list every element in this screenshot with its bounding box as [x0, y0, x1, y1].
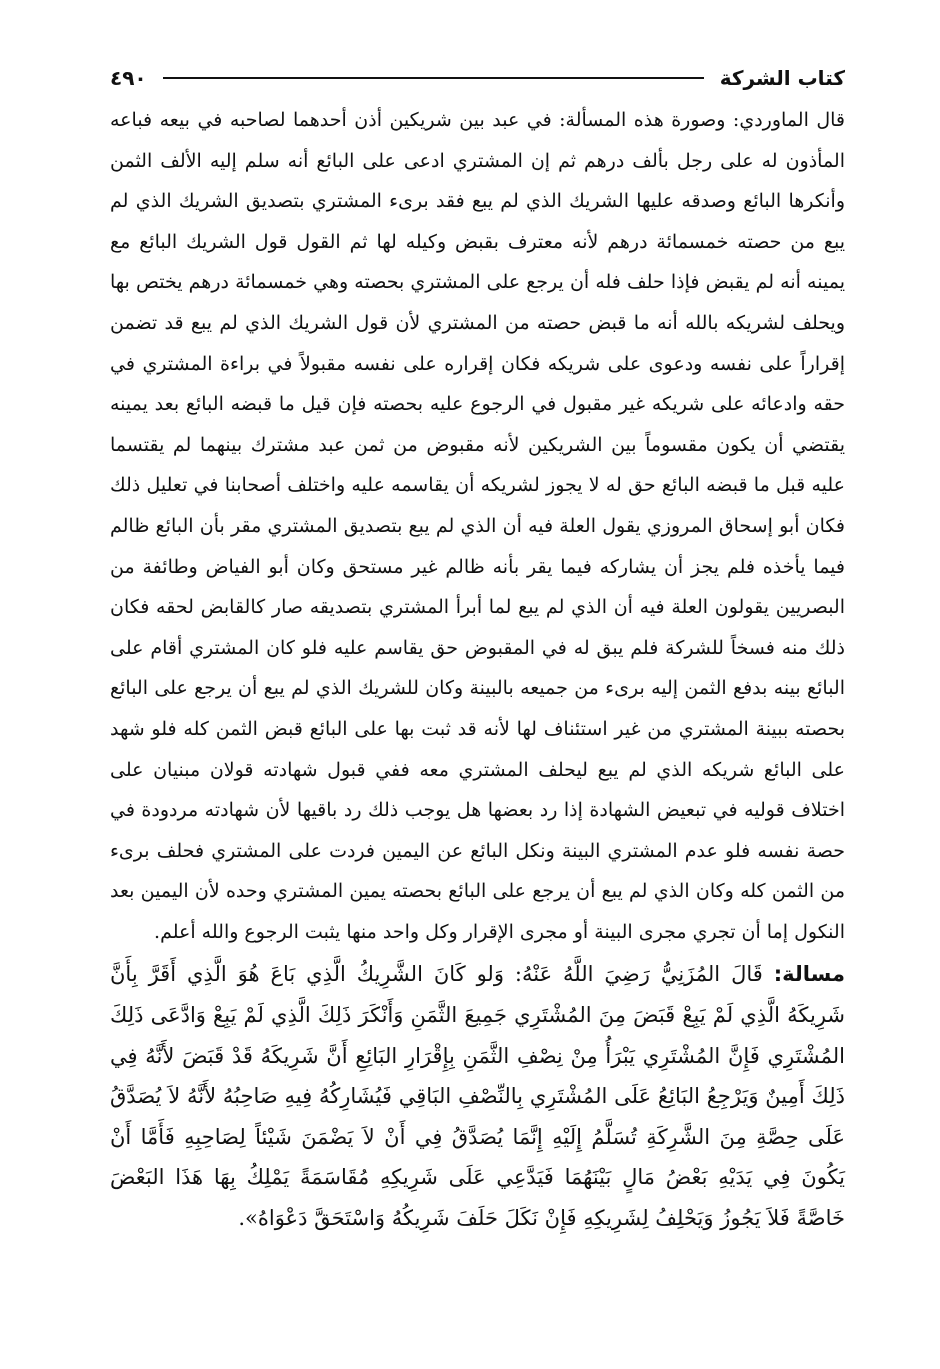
- commentary-paragraph: قال الماوردي: وصورة هذه المسألة: في عبد بين شريكين أذن أحدهما لصاحبه في بيعه فباعه المأذون له على رجل بألف درهم ثم إن المشتري ادعى على البائع أنه سلم إليه الألف الثمن وأنكرها البائع وصدقه عليها الشريك الذي لم يبع فقد برىء المشتري بتصديق الشريك الذي لم يبع من حصته خمسمائة درهم لأنه معترف بقبض وكيله لها ثم القول قول الشريك البائع مع يمينه أنه لم يقبض فإذا حلف فله أن يرجع على المشتري بحصته وهي خمسمائة درهم يختص بها ويحلف لشريكه بالله أنه ما قبض حصته من المشتري لأن قول الشريك الذي لم يبع قد تضمن إقراراً على نفسه ودعوى على شريكه فكان إقراره على نفسه مقبولاً في براءة المشتري في حقه وادعائه على شريكه غير مقبول في الرجوع عليه بحصته فإن قيل ما قبضه البائع بعد يمينه يقتضي أن يكون مقسوماً بين الشريكين لأنه مقبوض من ثمن عبد مشترك بينهما لم يقتسما عليه قبل ما قبضه البائع حق له لا يجوز لشريكه أن يقاسمه عليه واختلف أصحابنا في تعليل ذلك فكان أبو إسحاق المروزي يقول العلة فيه أن الذي لم يبع بتصديق المشتري مقر بأن البائع ظالم فيما يأخذه فلم يجز أن يشاركه فيما يقر بأنه ظالم غير مستحق وكان أبو الفياض وطائفة من البصريين يقولون العلة فيه أن الذي لم يبع لما أبرأ المشتري بتصديقه صار كالقابض لحقه فكان ذلك منه فسخاً للشركة فلم يبق له في المقبوض حق يقاسم عليه فلو كان المشتري أقام على البائع بينه بدفع الثمن إليه برىء من جميعه بالبينة وكان للشريك الذي لم يبع أن يرجع على البائع بحصته ببينة المشتري من غير استئناف لها لأنه قد ثبت بها على البائع قبض الثمن كله فلو شهد على البائع شريكه الذي لم يبع ليحلف المشتري معه ففي قبول شهادته قولان مبنيان على اختلاف قوليه في تبعيض الشهادة إذا رد بعضها هل يوجب ذلك رد باقيها لأن شهادته مردودة في حصة نفسه فلو عدم المشتري البينة ونكل البائع عن اليمين فردت على المشتري فحلف برىء من الثمن كله وكان الذي لم يبع أن يرجع على البائع بحصته يمين المشتري وحده لأن اليمين بعد النكول إما أن تجري مجرى البينة أو مجرى الإقرار وكل واحد منها يثبت الرجوع والله أعلم.: [110, 109, 845, 943]
- book-title: كتاب الشركة: [719, 66, 845, 90]
- issue-paragraph: [110, 954, 845, 1238]
- header-rule: [163, 77, 704, 79]
- issue-text: قَالَ المُزَنِيُّ رَضِيَ اللَّهُ عَنْهُ: وَلو كَانَ الشَّرِيكُ الَّذِي بَاعَ هُوَ الَّذِي أَقَرَّ بِأَنَّ شَرِيكَهُ الَّذِي لَمْ يَبِعْ قَبَضَ مِنَ المُشْتَرِي جَمِيعَ الثَّمَنِ وَأَنْكَرَ ذَلِكَ الَّذِي لَمْ يَبِعْ وَادَّعَى ذَلِكَ المُشْتَرِي فَإِنَّ المُشْتَرِي يَبْرَأُ مِنْ نِصْفِ الثَّمَنِ بِإِقْرَارِ البَائِعِ أَنَّ شَرِيكَهُ قَدْ قَبَضَ لأَنَّهُ فِي ذَلِكَ أَمِينٌ وَيَرْجِعُ البَائِعُ عَلَى المُشْتَرِي بِالنِّصْفِ البَاقِي فَيُشَارِكُهُ فِيهِ صَاحِبُهُ لأَنَّهُ لاَ يُصَدَّقُ عَلَى حِصَّةِ مِنَ الشَّرِكَةِ تُسَلَّمُ إِلَيْهِ إِنَّمَا يُصَدَّقُ فِي أَنْ لاَ يَضْمَنَ شَيْئاً لِصَاحِبِهِ فَأَمَّا أَنْ يَكُونَ فِي يَدَيْهِ بَعْضُ مَالٍ بَيْنَهُمَا فَيَدَّعِي عَلَى شَرِيكِهِ مُقَاسَمَةً يَمْلِكُ بِهَا هَذَا البَعْضَ خَاصَّةً فَلاَ يَجُوزُ وَيَحْلِفُ لِشَرِيكِهِ فَإِنْ نَكَلَ حَلَفَ شَرِيكُهُ وَاسْتَحَقَّ دَعْوَاهُ».: [110, 962, 845, 1231]
- issue-label: مسالة:: [773, 962, 845, 987]
- page-number: ٤٩٠: [110, 66, 147, 90]
- running-header: [110, 60, 845, 96]
- page-body: [110, 100, 845, 1239]
